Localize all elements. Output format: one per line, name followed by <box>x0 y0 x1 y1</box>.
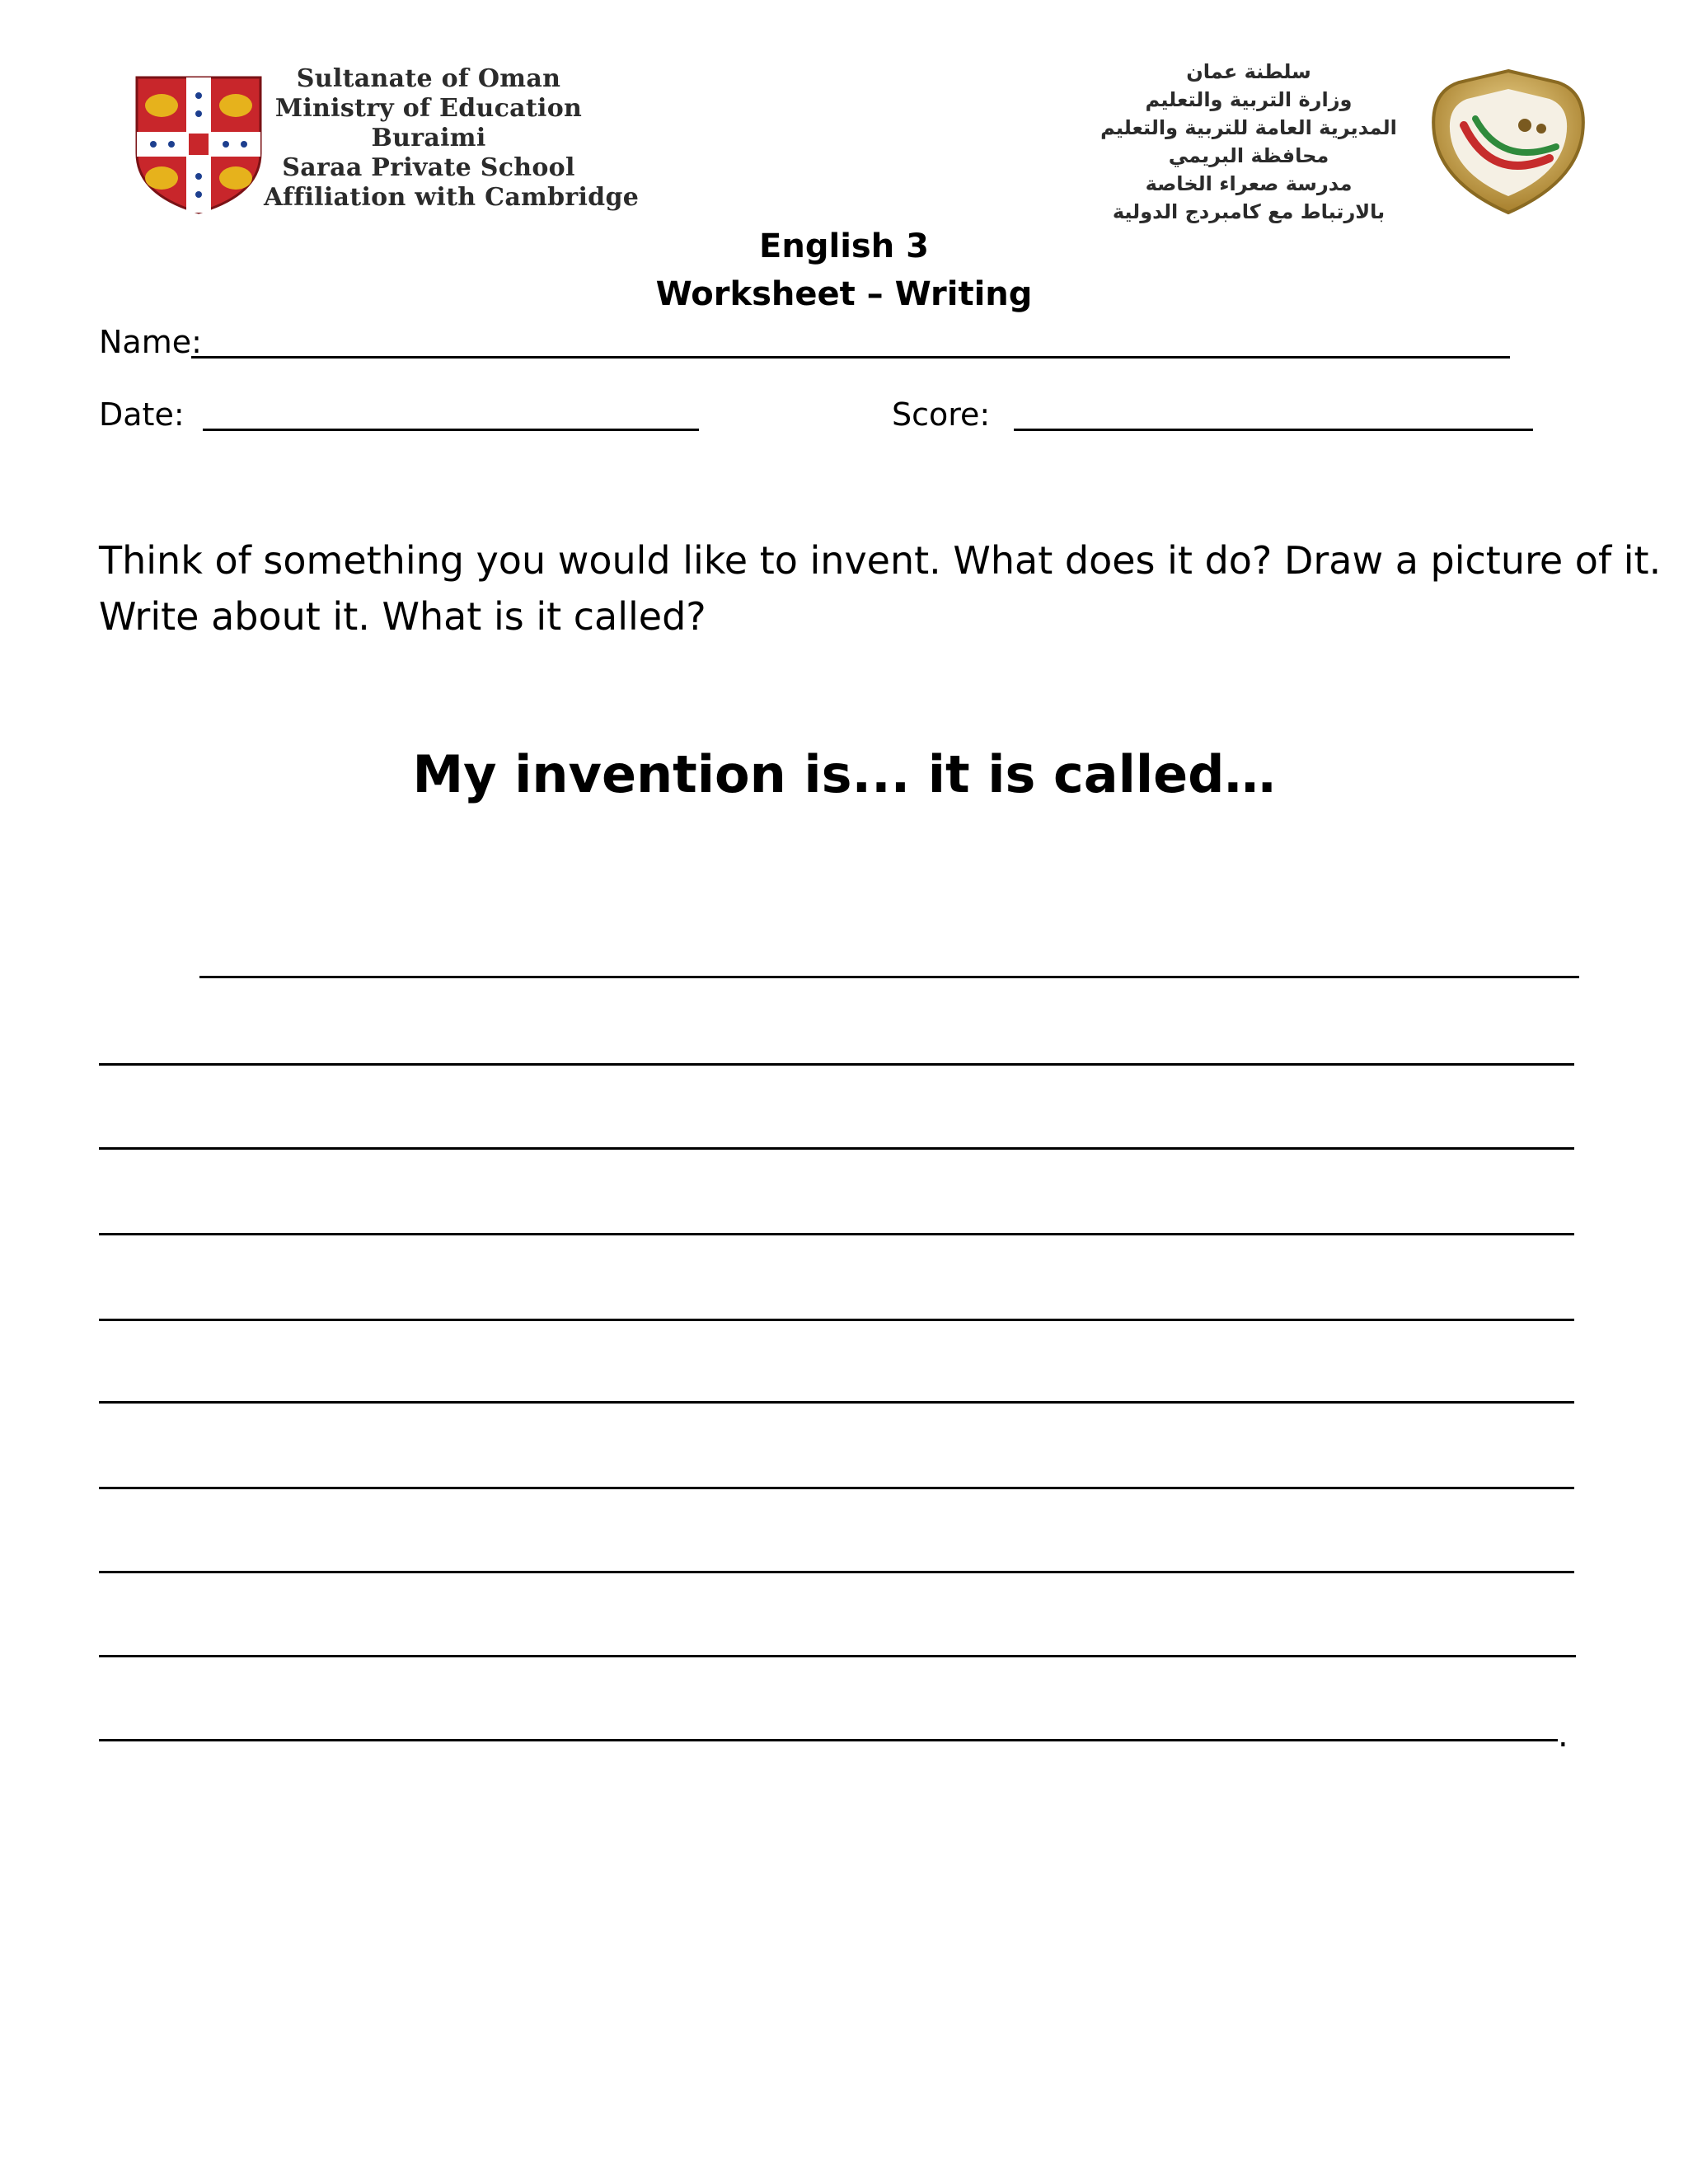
course-title: English 3 <box>759 227 929 265</box>
header-ar-line-2: وزارة التربية والتعليم <box>1145 88 1353 111</box>
school-header-english <box>264 64 640 213</box>
header-ar-line-3: المديرية العامة للتربية والتعليم <box>1100 116 1397 139</box>
writing-end-period: . <box>1558 1717 1568 1755</box>
writing-line[interactable] <box>199 976 1579 978</box>
instruction-line-1: Think of something you would like to invent. What does it do? Draw a picture of it. <box>99 538 1662 583</box>
writing-line[interactable] <box>99 1147 1574 1150</box>
instructions <box>99 532 1662 644</box>
date-label: Date: <box>99 396 185 433</box>
header-line-affiliation: Affiliation with Cambridge <box>264 183 640 212</box>
school-header-arabic <box>1071 58 1426 226</box>
header-ar-line-5: مدرسة صعراء الخاصة <box>1145 172 1353 195</box>
header-ar-line-6: بالارتباط مع كامبردج الدولية <box>1112 200 1386 223</box>
header-line-country: Sultanate of Oman <box>296 64 561 93</box>
score-field-line[interactable] <box>1014 429 1533 431</box>
name-field-line[interactable] <box>191 356 1510 359</box>
writing-line[interactable] <box>99 1487 1574 1489</box>
writing-line[interactable] <box>99 1401 1574 1404</box>
name-label: Name: <box>99 324 202 360</box>
header-ar-line-4: محافظة البريمي <box>1168 144 1329 167</box>
header-ar-line-1: سلطنة عمان <box>1186 60 1311 83</box>
instruction-line-2: Write about it. What is it called? <box>99 594 706 639</box>
writing-line[interactable] <box>99 1233 1574 1235</box>
header-line-city: Buraimi <box>371 124 486 152</box>
score-label: Score: <box>892 396 991 433</box>
writing-line[interactable] <box>99 1739 1558 1741</box>
date-field-line[interactable] <box>203 429 699 431</box>
writing-line[interactable] <box>99 1571 1574 1573</box>
worksheet-title: Worksheet – Writing <box>655 275 1033 313</box>
writing-line[interactable] <box>99 1319 1574 1321</box>
school-shield-badge-icon <box>1426 68 1591 216</box>
university-crest-icon <box>134 74 264 216</box>
writing-heading: My invention is... it is called… <box>412 744 1276 804</box>
header-line-ministry: Ministry of Education <box>274 94 583 123</box>
header-line-school: Saraa Private School <box>282 153 575 182</box>
writing-line[interactable] <box>99 1063 1574 1066</box>
writing-line[interactable] <box>99 1655 1576 1657</box>
